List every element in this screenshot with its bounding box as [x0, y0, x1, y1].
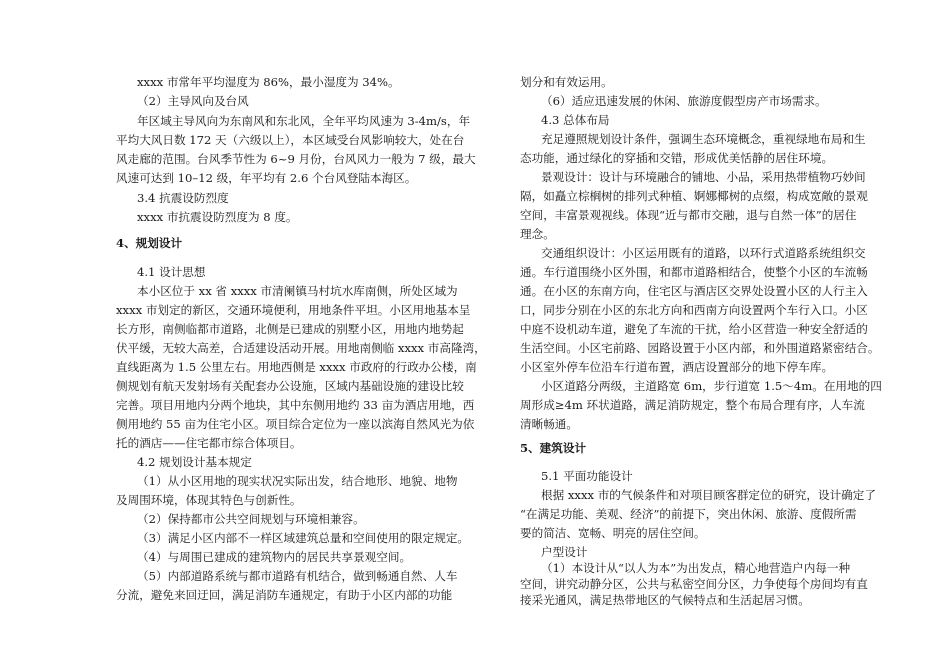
road-line: 周形成≥4m 环状道路，满足消防规定，整个布局合理有序，人车流 — [520, 398, 865, 412]
rules-item: 分流，避免来回迂回，满足消防车通规定，有助于小区内部的功能 — [116, 588, 453, 602]
wind-text-line: 平均大风日数 172 天（六级以上），本区域受台风影响较大，处在台 — [116, 133, 465, 147]
layout-heading: 4.3 总体布局 — [541, 113, 610, 127]
rules-heading: 4.2 规划设计基本规定 — [137, 455, 252, 469]
unit-design-line: （1）本设计从“以人为本”为出发点，精心地营造户内每一种 — [541, 561, 851, 575]
road-line: 小区道路分两级，主道路宽 6m，步行道宽 1.5～4m。在用地的四 — [541, 379, 882, 393]
rules-item: 及周围环境，体现其特色与创新性。 — [116, 493, 302, 507]
rules-item: （6）适应迅速发展的休闲、旅游度假型房产市场需求。 — [541, 94, 827, 108]
traffic-line: 中庭不设机动车道，避免了车流的干扰，给小区营造一种安全舒适的 — [520, 322, 868, 336]
design-idea-line: 直线距离为 1.5 公里左右。用地西侧是 xxxx 市政府的行政办公楼，南 — [116, 360, 477, 374]
design-idea-heading: 4.1 设计思想 — [137, 265, 206, 279]
layout-line: 充足遵照规划设计条件，强调生态环境概念，重视绿地布局和生 — [541, 132, 866, 146]
traffic-line: 生活空间。小区宅前路、园路设置于小区内部，和外围道路紧密结合。 — [520, 341, 880, 355]
plan-function-line: 要的简洁、宽畅、明亮的居住空间。 — [520, 526, 706, 540]
design-idea-line: 长方形，南侧临都市道路，北侧是已建成的别墅小区，用地内地势起 — [116, 322, 464, 336]
landscape-line: 理念。 — [520, 227, 555, 241]
seismic-text: xxxx 市抗震设防烈度为 8 度。 — [137, 210, 298, 224]
unit-design-line: 空间，讲究动静分区，公共与私密空间分区，力争使每个房间均有直 — [520, 577, 868, 591]
design-idea-line: 托的酒店——住宅都市综合体项目。 — [116, 436, 302, 450]
wind-text-line: 风走廊的范围。台风季节性为 6~9 月份，台风风力一般为 7 级，最大 — [116, 152, 476, 166]
design-idea-line: 完善。项目用地内分两个地块，其中东侧用地约 33 亩为酒店用地，西 — [116, 398, 475, 412]
rules-item: （3）满足小区内部不一样区域建筑总量和空间使用的限定规定。 — [137, 531, 470, 545]
rules-item: （4）与周围已建成的建筑物内的居民共享景观空间。 — [137, 550, 412, 564]
rules-item: （5）内部道路系统与都市道路有机结合，做到畅通自然、人车 — [137, 569, 458, 583]
design-idea-line: 伏平缓，无较大高差，合适建设活动开展。用地南侧临 xxxx 市高隆湾， — [116, 341, 486, 355]
unit-design-line: 接采光通风，满足热带地区的气候特点和生活起居习惯。 — [520, 593, 810, 607]
traffic-line: 通。车行道围绕小区外围，和都市道路相结合，使整个小区的车流畅 — [520, 265, 868, 279]
wind-text-line: 年区域主导风向为东南风和东北风，全年平均风速为 3-4m/s，年 — [137, 114, 471, 128]
design-idea-line: xxxx 市划定的新区，交通环境便利，用地条件平坦。小区用地基本呈 — [116, 303, 471, 317]
traffic-line: 口，同步分别在小区的东北方向和西南方向设置两个车行入口。小区 — [520, 303, 868, 317]
section-4-heading: 4、规划设计 — [116, 236, 183, 250]
wind-subheading: （2）主导风向及台风 — [137, 94, 249, 108]
rules-item: （2）保持都市公共空间规划与环境相兼容。 — [137, 512, 365, 526]
traffic-line: 小区室外停车位沿车行道布置，酒店设置部分的地下停车库。 — [520, 360, 834, 374]
traffic-line: 通。在小区的东南方向，住宅区与酒店区交界处设置小区的人行主入 — [520, 284, 868, 298]
traffic-line: 交通组织设计：小区运用既有的道路，以环行式道路系统组织交 — [541, 246, 866, 260]
road-line: 清晰畅通。 — [520, 417, 578, 431]
seismic-heading: 3.4 抗震设防烈度 — [137, 191, 229, 205]
section-5-heading: 5、建筑设计 — [520, 441, 587, 455]
landscape-line: 隔，如矗立棕榈树的排列式种植、婀娜椰树的点缀，构成宽敞的景观 — [520, 189, 868, 203]
design-idea-line: 本小区位于 xx 省 xxxx 市清阑镇马村坑水库南侧，所处区域为 — [137, 284, 458, 298]
design-idea-line: 侧用地约 55 亩为住宅小区。项目综合定位为一座以滨海自然风光为依 — [116, 417, 475, 431]
humidity-text: xxxx 市常年平均湿度为 86%，最小湿度为 34%。 — [137, 75, 400, 89]
rules-item: （1）从小区用地的现实状况实际出发，结合地形、地貌、地物 — [137, 474, 458, 488]
plan-function-line: “在满足功能、美观、经济”的前提下，突出休闲、旅游、度假所需 — [520, 507, 857, 521]
plan-function-heading: 5.1 平面功能设计 — [541, 469, 633, 483]
wind-text-line: 风速可达到 10–12 级，年平均有 2.6 个台风登陆本海区。 — [116, 171, 417, 185]
unit-design-heading: 户型设计 — [541, 545, 588, 559]
rules-item-continued: 划分和有效运用。 — [520, 75, 613, 89]
plan-function-line: 根据 xxxx 市的气候条件和对项目顾客群定位的研究，设计确定了 — [541, 488, 876, 502]
layout-line: 态功能，通过绿化的穿插和交错，形成优美恬静的居住环境。 — [520, 151, 834, 165]
landscape-line: 景观设计：设计与环境融合的铺地、小品，采用热带植物巧妙间 — [541, 170, 866, 184]
design-idea-line: 侧规划有航天发射场有关配套办公设施，区域内基础设施的建设比较 — [116, 379, 464, 393]
landscape-line: 空间，丰富景观视线。体现“近与都市交融，退与自然一体”的居住 — [520, 208, 857, 222]
